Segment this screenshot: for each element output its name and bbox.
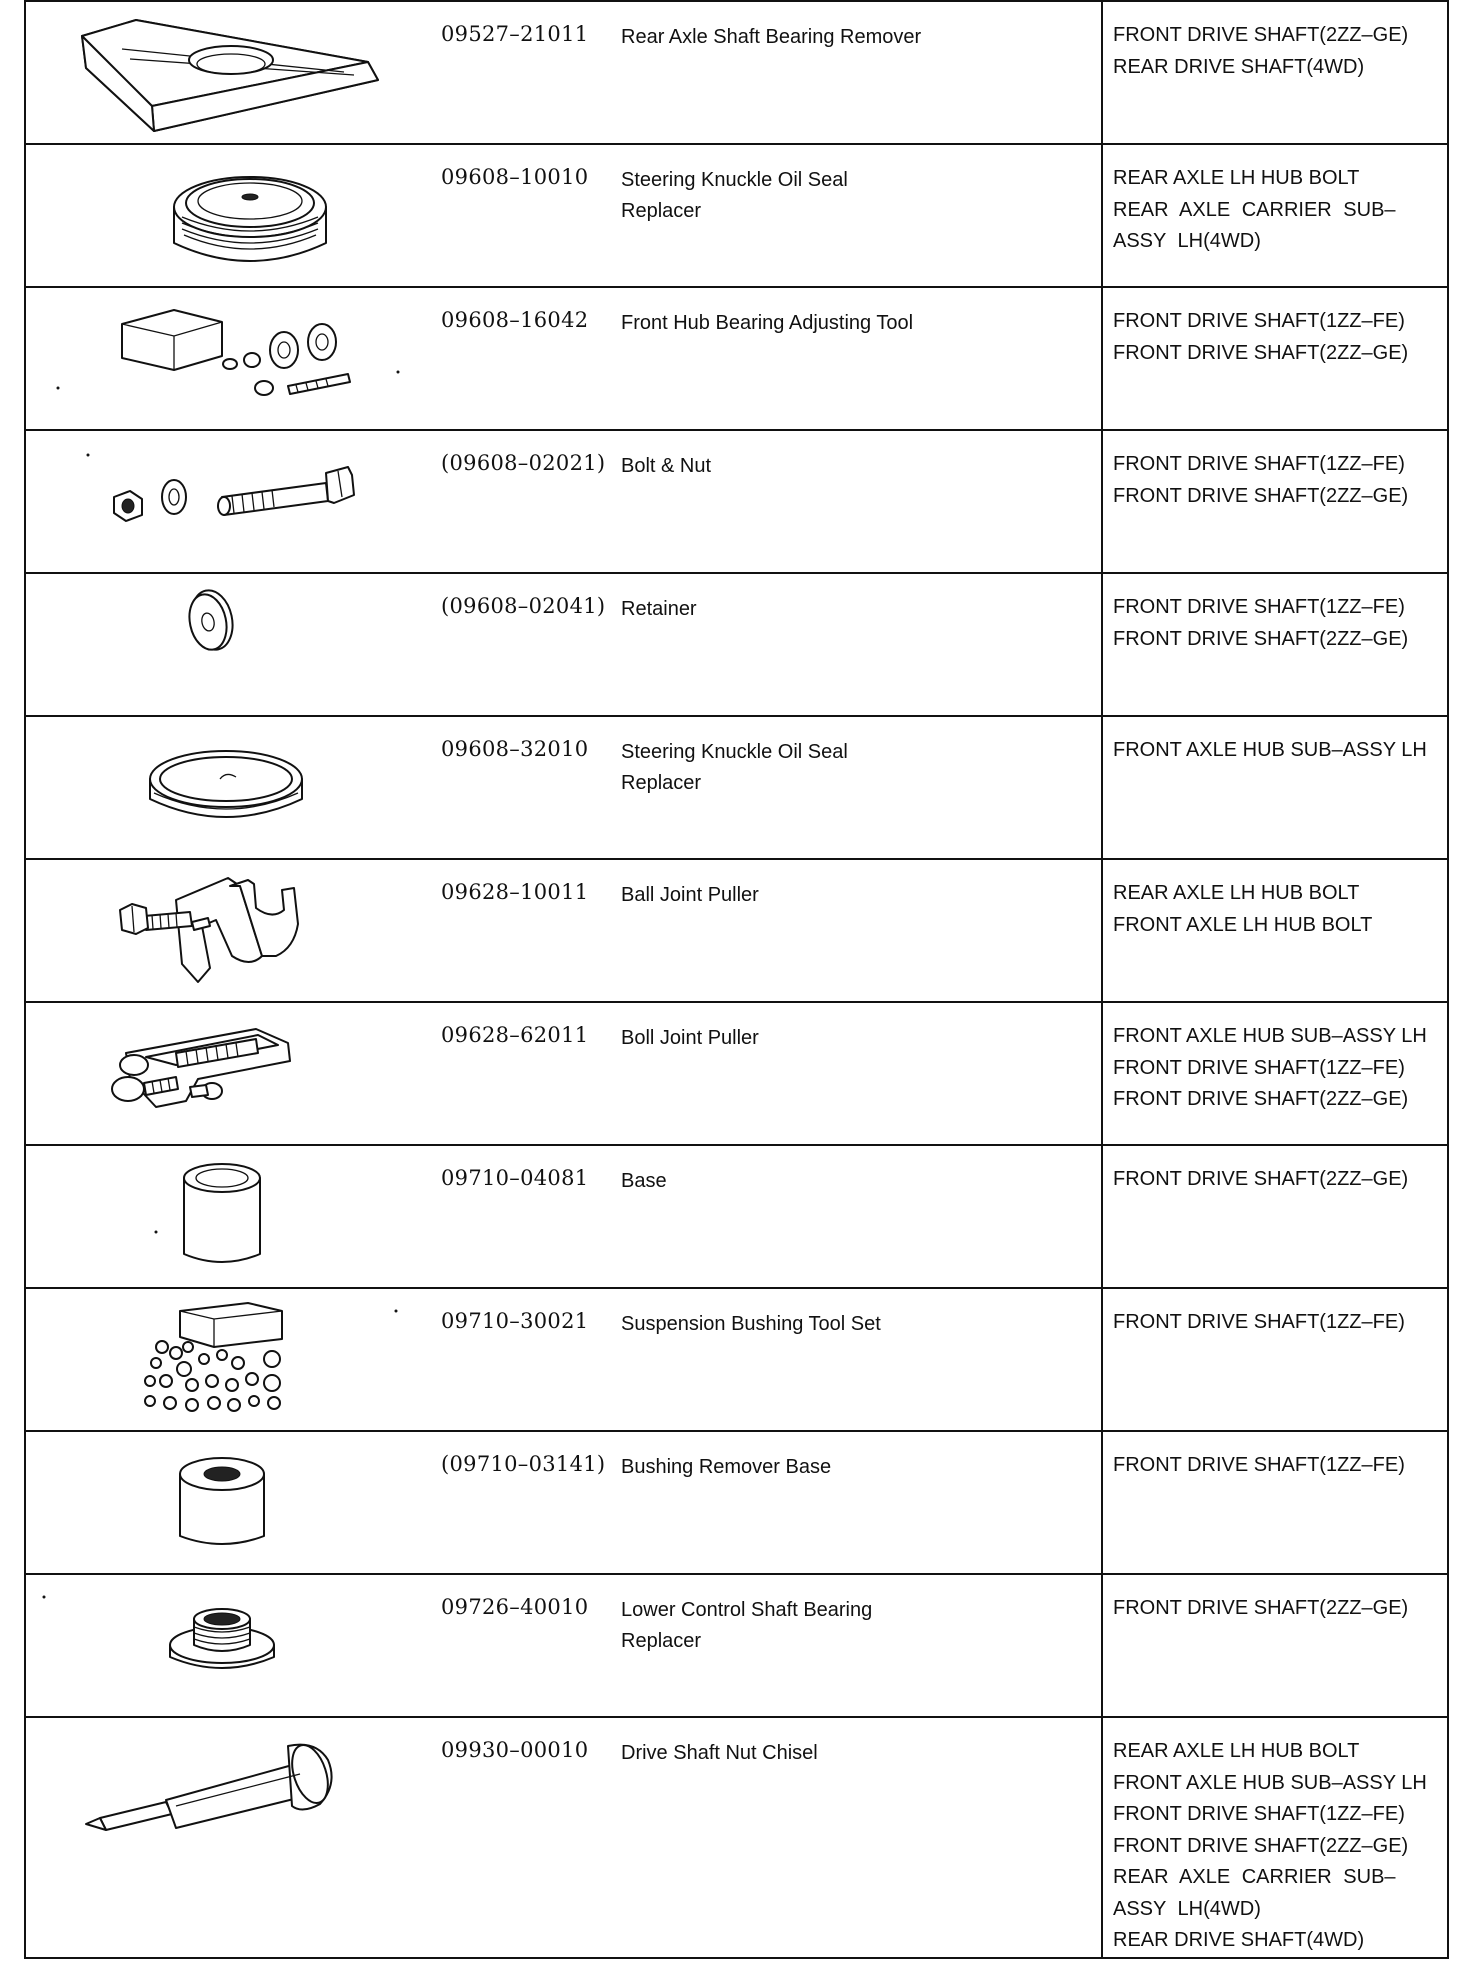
usage-list <box>1103 2 1447 83</box>
bearing-remover-plate-icon <box>26 2 436 143</box>
usage-item: FRONT DRIVE SHAFT(2ZZ–GE) <box>1113 341 1409 364</box>
usage-item: FRONT DRIVE SHAFT(2ZZ–GE) <box>1113 1088 1409 1110</box>
part-number: 09726–40010 <box>441 1595 589 1619</box>
usage-list <box>1103 1003 1447 1116</box>
usage-item: FRONT DRIVE SHAFT(2ZZ–GE) <box>1113 1834 1409 1857</box>
table-row <box>25 1145 1448 1288</box>
table-row <box>25 1 1448 144</box>
shaft-bearing-replacer-icon <box>26 1575 436 1716</box>
usage-list <box>1103 1432 1447 1482</box>
usage-item: REAR AXLE LH HUB BOLT <box>1113 882 1360 904</box>
retainer-washer-icon <box>26 574 436 715</box>
table-row <box>25 1431 1448 1574</box>
cylinder-base-icon <box>26 1146 436 1287</box>
tool-name: Front Hub Bearing Adjusting Tool <box>621 312 914 334</box>
table-row <box>25 430 1448 573</box>
special-tools-sheet <box>24 0 1447 1959</box>
usage-item: FRONT AXLE HUB SUB–ASSY LH <box>1113 739 1427 761</box>
part-number: 09608–16042 <box>441 308 589 332</box>
part-number: 09608–10010 <box>441 165 589 189</box>
usage-list <box>1103 717 1447 767</box>
usage-item: REAR AXLE LH HUB BOLT <box>1113 167 1360 189</box>
part-number: 09608–32010 <box>441 737 589 761</box>
usage-list <box>1103 1289 1447 1339</box>
ball-joint-puller-icon <box>26 860 436 1001</box>
tool-name: Suspension Bushing Tool Set <box>621 1313 881 1335</box>
part-number: 09710–04081 <box>441 1166 589 1190</box>
bushing-remover-base-icon <box>26 1432 436 1573</box>
oil-seal-replacer-flat-icon <box>26 717 436 858</box>
usage-item: FRONT DRIVE SHAFT(2ZZ–GE) <box>1113 24 1409 46</box>
usage-item: FRONT DRIVE SHAFT(1ZZ–FE) <box>1113 1454 1405 1476</box>
tool-name: Boll Joint Puller <box>621 1027 759 1049</box>
part-number: 09930–00010 <box>441 1738 589 1762</box>
usage-item: REAR AXLE CARRIER SUB–ASSY LH(4WD) <box>1113 1866 1396 1920</box>
table-row <box>25 144 1448 287</box>
usage-item: FRONT DRIVE SHAFT(2ZZ–GE) <box>1113 1597 1409 1619</box>
usage-item: FRONT DRIVE SHAFT(1ZZ–FE) <box>1113 1803 1405 1825</box>
tool-name: Rear Axle Shaft Bearing Remover <box>621 26 922 48</box>
usage-item: FRONT DRIVE SHAFT(1ZZ–FE) <box>1113 1311 1405 1333</box>
tool-name: Steering Knuckle Oil Seal Replacer <box>621 741 848 794</box>
table-row <box>25 287 1448 430</box>
table-row <box>25 1717 1448 1958</box>
tool-name: Base <box>621 1170 667 1192</box>
usage-item: FRONT DRIVE SHAFT(1ZZ–FE) <box>1113 310 1405 332</box>
usage-list <box>1103 860 1447 941</box>
part-number: (09608–02041) <box>441 594 606 618</box>
tool-name: Retainer <box>621 598 697 620</box>
table-row <box>25 573 1448 716</box>
usage-list <box>1103 574 1447 655</box>
usage-item: REAR DRIVE SHAFT(4WD) <box>1113 1929 1365 1951</box>
table-row <box>25 859 1448 1002</box>
part-number: (09608–02021) <box>441 451 606 475</box>
usage-list <box>1103 1718 1447 1957</box>
usage-item: FRONT AXLE HUB SUB–ASSY LH <box>1113 1771 1427 1794</box>
usage-item: FRONT DRIVE SHAFT(2ZZ–GE) <box>1113 1168 1409 1190</box>
usage-item: FRONT AXLE HUB SUB–ASSY LH <box>1113 1025 1427 1047</box>
table-row <box>25 716 1448 859</box>
tool-name: Bushing Remover Base <box>621 1456 832 1478</box>
nut-chisel-icon <box>26 1718 436 1945</box>
usage-item: FRONT DRIVE SHAFT(1ZZ–FE) <box>1113 453 1405 475</box>
tool-name: Ball Joint Puller <box>621 884 759 906</box>
tool-name: Drive Shaft Nut Chisel <box>621 1742 818 1764</box>
bolt-and-nut-icon <box>26 431 436 572</box>
usage-item: REAR AXLE CARRIER SUB–ASSY LH(4WD) <box>1113 198 1396 252</box>
usage-list <box>1103 145 1447 258</box>
usage-item: FRONT DRIVE SHAFT(1ZZ–FE) <box>1113 596 1405 618</box>
special-tools-table <box>24 0 1449 1959</box>
tool-name: Steering Knuckle Oil Seal Replacer <box>621 169 848 222</box>
boll-joint-puller-icon <box>26 1003 436 1144</box>
usage-item: FRONT DRIVE SHAFT(2ZZ–GE) <box>1113 627 1409 650</box>
part-number: 09710–30021 <box>441 1309 589 1333</box>
usage-item: FRONT DRIVE SHAFT(2ZZ–GE) <box>1113 484 1409 507</box>
table-row <box>25 1574 1448 1717</box>
part-number: (09710–03141) <box>441 1452 606 1476</box>
usage-list <box>1103 431 1447 512</box>
usage-list <box>1103 288 1447 369</box>
part-number: 09527–21011 <box>441 22 589 46</box>
table-row <box>25 1288 1448 1431</box>
usage-item: FRONT DRIVE SHAFT(1ZZ–FE) <box>1113 1056 1405 1079</box>
usage-list <box>1103 1575 1447 1625</box>
tool-name: Lower Control Shaft Bearing Replacer <box>621 1599 873 1652</box>
bushing-tool-set-icon <box>26 1289 436 1430</box>
oil-seal-replacer-icon <box>26 145 436 286</box>
usage-item: REAR AXLE LH HUB BOLT <box>1113 1740 1360 1762</box>
tool-name: Bolt & Nut <box>621 455 712 477</box>
part-number: 09628–62011 <box>441 1023 589 1047</box>
table-row <box>25 1002 1448 1145</box>
part-number: 09628–10011 <box>441 880 589 904</box>
usage-item: REAR DRIVE SHAFT(4WD) <box>1113 55 1365 78</box>
usage-item: FRONT AXLE LH HUB BOLT <box>1113 913 1373 936</box>
usage-list <box>1103 1146 1447 1196</box>
hub-bearing-tool-set-icon <box>26 288 436 429</box>
